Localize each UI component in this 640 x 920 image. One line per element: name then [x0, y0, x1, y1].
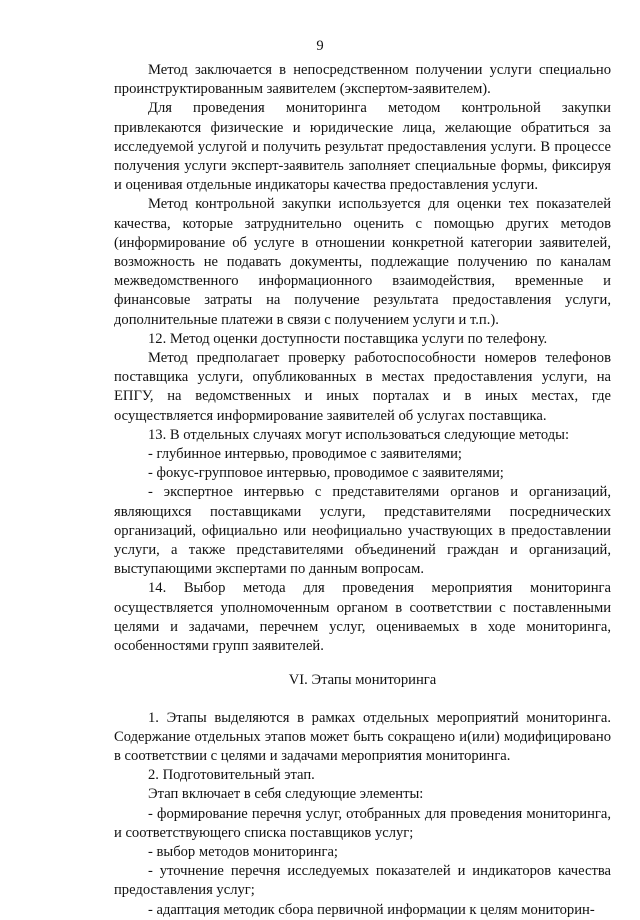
- document-body: [114, 61, 611, 920]
- list-item: - фокус-групповое интервью, проводимое с заявителями;: [148, 465, 504, 482]
- paragraph: Этап включает в себя следующие элементы:: [148, 786, 424, 803]
- paragraph: Метод контрольной закупки используется для оценки тех показателей качества, которые затруднительно оценить с помощью других методов (информирование об услуге в отношении конкретной категории заявителей, возможность не подавать документы, подлежащие получению по каналам межведомственного информационного взаимодействия, временные и финансовые затраты на получение результата предоставления услуги, дополнительные платежи в связи с получением услуги и т.п.).: [114, 196, 611, 328]
- list-item: - глубинное интервью, проводимое с заявителями;: [148, 446, 462, 463]
- paragraph: Метод заключается в непосредственном получении услуги специально проинструктированным заявителем (экспертом-заявителем).: [114, 62, 611, 98]
- list-item: - экспертное интервью с представителями органов и организаций, являющихся поставщиками услуги, представителями посреднических организаций, официально или неофициально участвующих в предоставлении услуги, а также представителями объединений граждан и организаций, выступающими экспертами по данным вопросам.: [114, 484, 611, 578]
- list-item: - выбор методов мониторинга;: [148, 843, 338, 860]
- list-item: - адаптация методик сбора первичной информации к целям мониторин-: [148, 901, 595, 918]
- page-number: 9: [316, 38, 324, 54]
- paragraph: 2. Подготовительный этап.: [148, 767, 315, 784]
- section-heading: VI. Этапы мониторинга: [288, 672, 437, 689]
- paragraph: 1. Этапы выделяются в рамках отдельных мероприятий мониторинга. Содержание отдельных этапов может быть сокращено и(или) модифицировано в соответствии с целями и задачами мероприятия мониторинга.: [114, 709, 611, 764]
- paragraph: Для проведения мониторинга методом контрольной закупки привлекаются физические и юридические лица, желающие обратиться за исследуемой услугой и получить результат предоставления услуги. В процессе получения услуги эксперт-заявитель заполняет специальные формы, фиксируя и оценивая отдельные индикаторы качества предоставления услуги.: [114, 100, 611, 194]
- list-item: - формирование перечня услуг, отобранных для проведения мониторинга, и соответствующего списка поставщиков услуг;: [114, 805, 611, 841]
- paragraph: 12. Метод оценки доступности поставщика услуги по телефону.: [148, 330, 548, 347]
- paragraph: 14. Выбор метода для проведения мероприятия мониторинга осуществляется уполномоченным органом в соответствии с поставленными целями и задачами, перечнем услуг, оцениваемых в ходе мониторинга, особенностями групп заявителей.: [114, 580, 611, 655]
- list-item: - уточнение перечня исследуемых показателей и индикаторов качества предоставления услуг;: [114, 863, 611, 899]
- paragraph: 13. В отдельных случаях могут использоваться следующие методы:: [148, 426, 570, 443]
- paragraph: Метод предполагает проверку работоспособности номеров телефонов поставщика услуги, опубликованных в местах предоставления услуги, на ЕПГУ, на ведомственных и иных порталах и в иных местах, где осуществляется информирование заявителей об услугах поставщика.: [114, 350, 611, 424]
